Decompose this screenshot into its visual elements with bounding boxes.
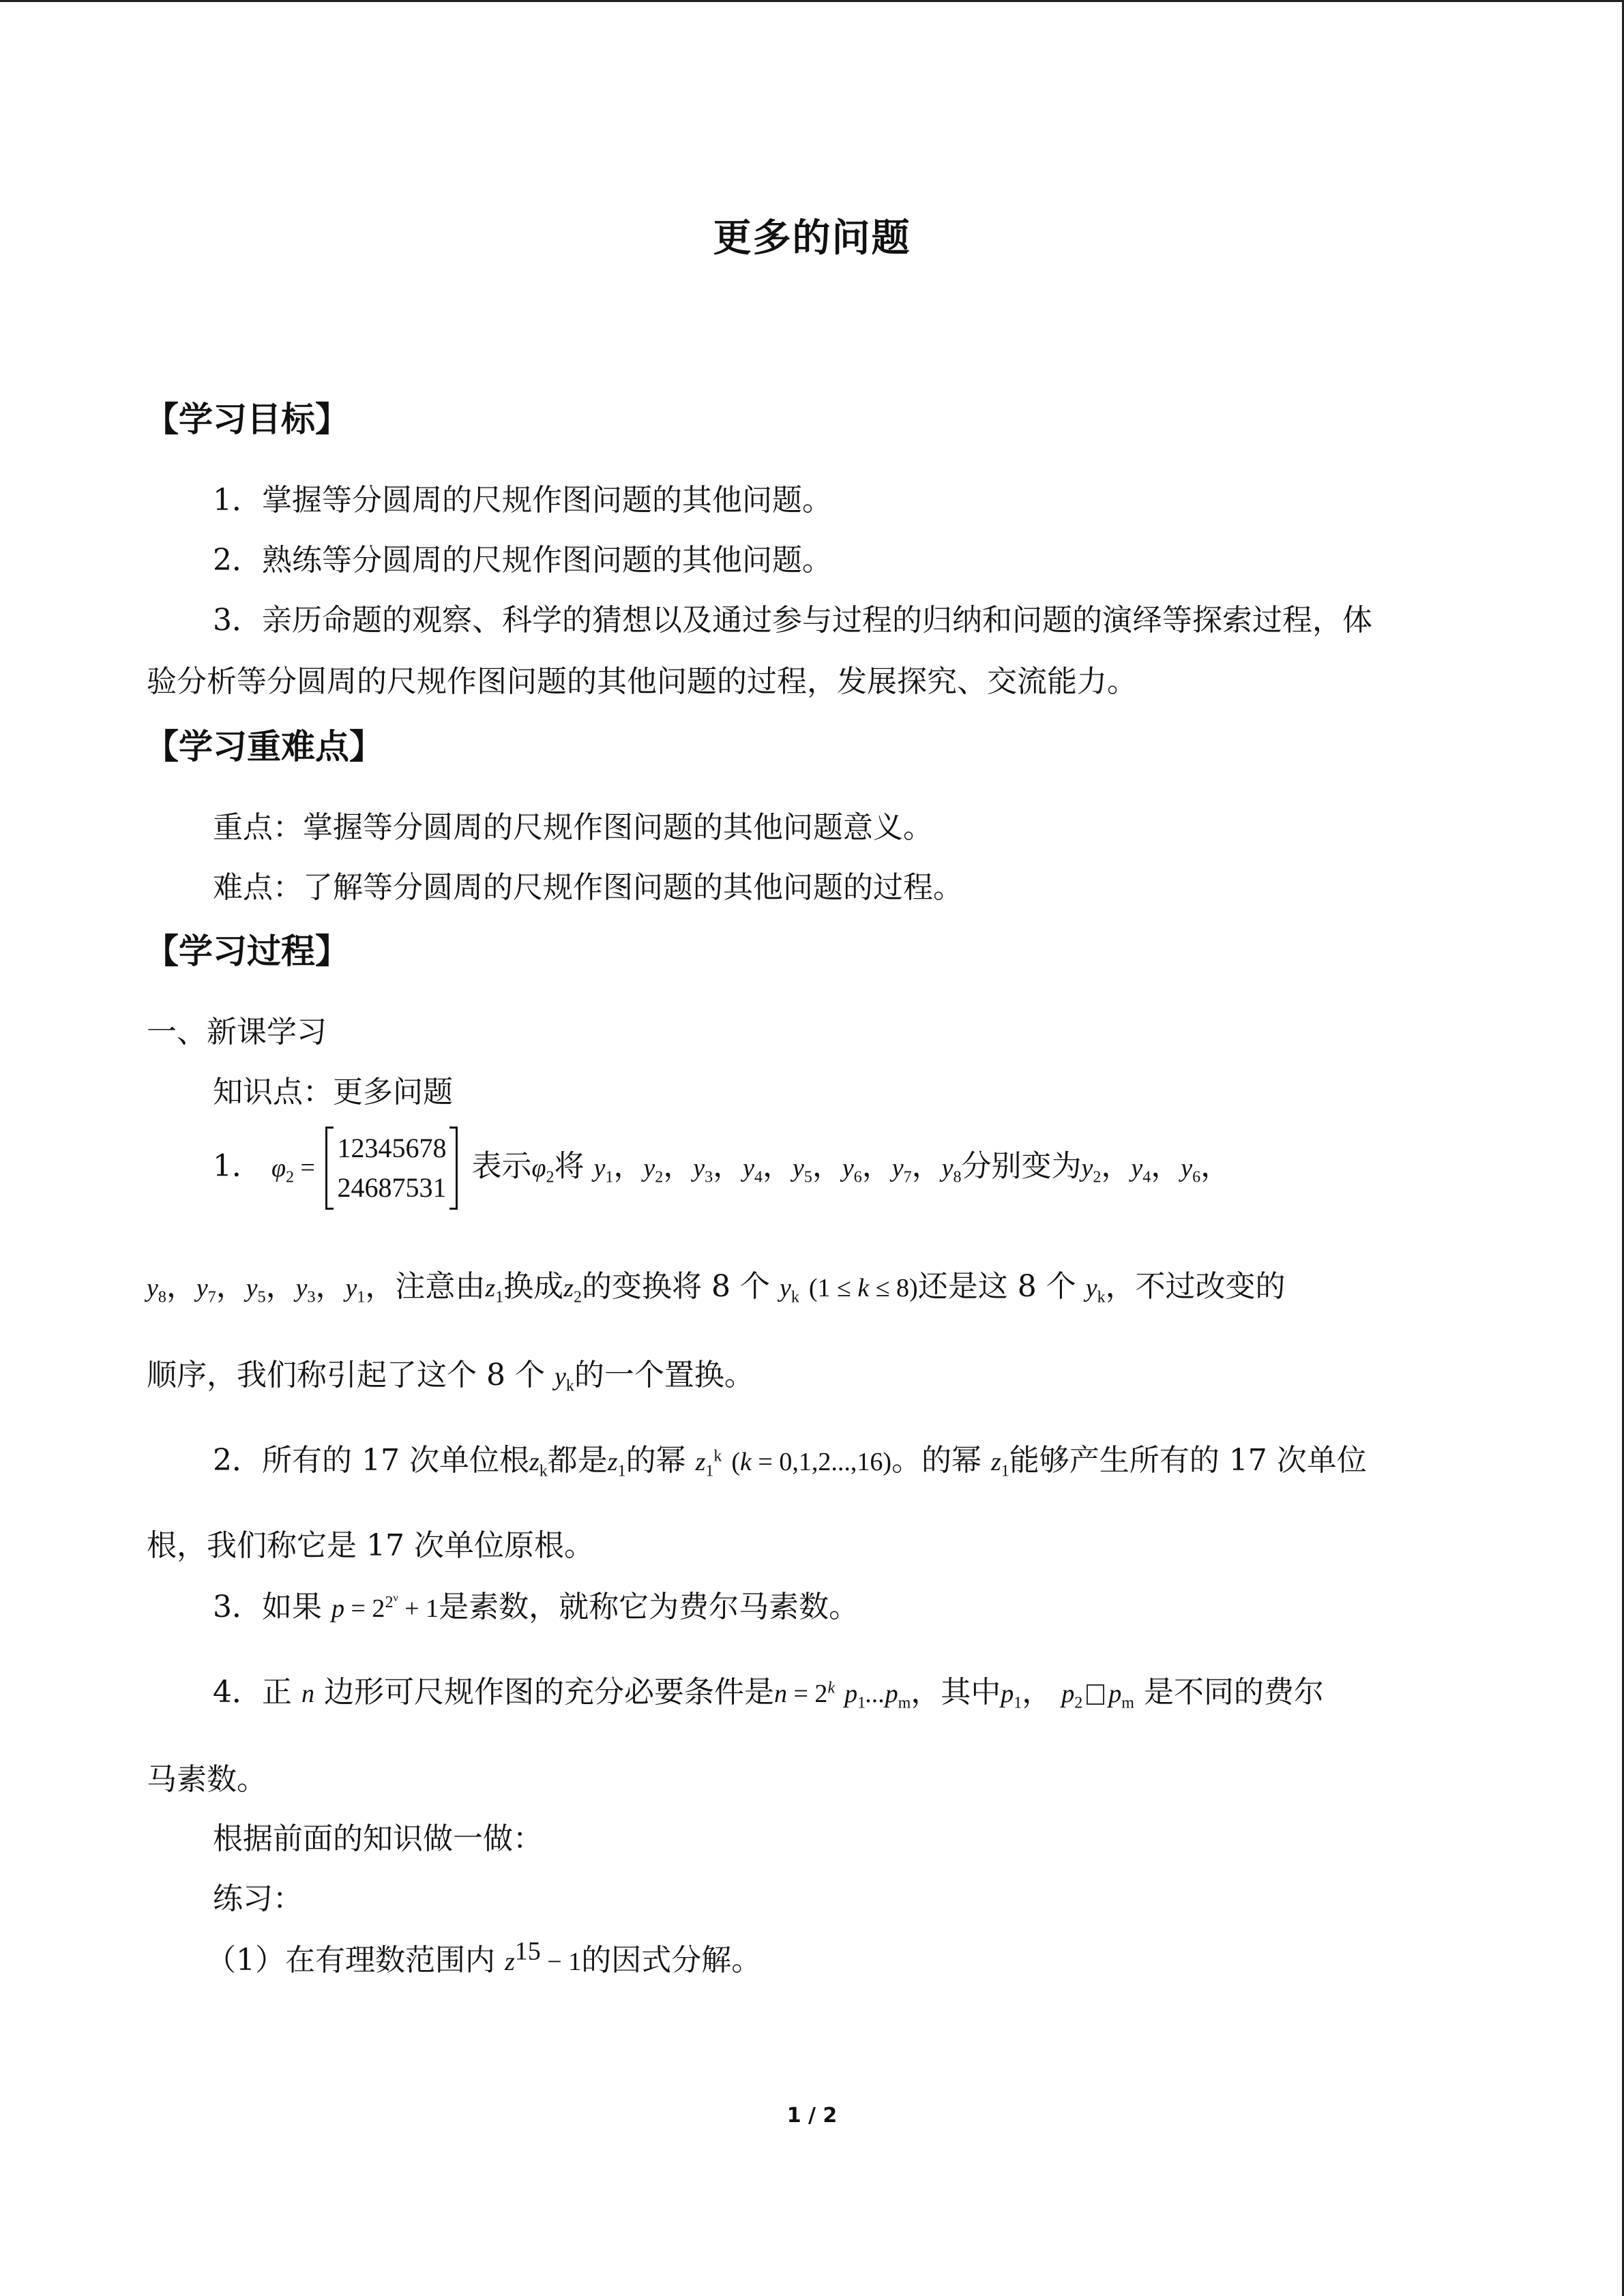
item-3: 3．如果 $p = 2^{2^\nu} + 1$是素数，就称它为费尔马素数。 bbox=[213, 1590, 859, 1624]
text-demi: 的幂 bbox=[625, 1443, 686, 1478]
matrix-bottom-row: 24687531 bbox=[337, 1172, 447, 1203]
placeholder-box bbox=[1087, 1684, 1104, 1705]
page-border-top bbox=[0, 0, 1624, 2]
text-biaoshi: 表示 bbox=[471, 1148, 532, 1184]
text-ruguo: 3．如果 bbox=[213, 1590, 322, 1624]
text-huancheng: 换成 bbox=[503, 1269, 564, 1304]
text-exercise-1: （1）在有理数范围内 bbox=[206, 1943, 495, 1978]
practice-label: 练习： bbox=[213, 1881, 303, 1916]
item-1-number: 1． bbox=[213, 1148, 262, 1184]
text-shunxu: 顺序，我们称引起了这个 8 个 bbox=[147, 1358, 545, 1392]
text-zhuyi: ，注意由 bbox=[365, 1269, 486, 1304]
goal-3-cont: 验分析等分圆周的尺规作图问题的其他问题的过程，发展探究、交流能力。 bbox=[147, 664, 1137, 699]
text-doushi: 都是 bbox=[547, 1443, 608, 1478]
text-gaibian: ，不过改变的 bbox=[1105, 1269, 1286, 1304]
text-bianhuan: 的变换将 8 个 bbox=[581, 1269, 770, 1304]
matrix-top-row: 12345678 bbox=[337, 1133, 447, 1163]
practice-intro: 根据前面的知识做一做： bbox=[213, 1821, 543, 1856]
text-butong: 是不同的费尔 bbox=[1143, 1675, 1324, 1710]
text-haishi: 还是这 8 个 bbox=[917, 1269, 1076, 1304]
heading-keypoints: 【学习重难点】 bbox=[145, 727, 383, 766]
heading-process: 【学习过程】 bbox=[145, 931, 349, 971]
page-number: 1 / 2 bbox=[786, 2104, 838, 2128]
permutation-matrix bbox=[325, 1129, 458, 1208]
text-qizhong: ，其中 bbox=[911, 1675, 1001, 1710]
text-fenbie-bianwei: 分别变为 bbox=[961, 1148, 1082, 1184]
knowledge-point: 知识点：更多问题 bbox=[213, 1075, 453, 1109]
item-1-line-2: $y_8$，$y_7$，$y_5$，$y_3$，$y_1$，注意由$z_1$换成$z_2$的变换将 8 个 $y_k$ (1 ≤ k ≤ 8)还是这 8 个 $y_k$，不过改变的 bbox=[147, 1269, 1286, 1307]
math-phi2: $\varphi_2$ bbox=[271, 1153, 295, 1187]
heading-goals: 【学习目标】 bbox=[145, 400, 349, 439]
item-2-line-2: 根，我们称它是 17 次单位原根。 bbox=[147, 1528, 594, 1563]
keypoint-2: 难点：了解等分圆周的尺规作图问题的其他问题的过程。 bbox=[213, 870, 963, 905]
keypoint-1: 重点：掌握等分圆周的尺规作图问题的其他问题意义。 bbox=[213, 810, 933, 845]
text-zhihuan: 的一个置换。 bbox=[574, 1358, 754, 1392]
item-4-line-1: 4．正 n 边形可尺规作图的充分必要条件是$n = 2^k$ $p_1...p_m$，其中$p_1$， $p_2$ $p_m$ 是不同的费尔 bbox=[213, 1675, 1324, 1712]
item-1-line-3: 顺序，我们称引起了这个 8 个 $y_k$的一个置换。 bbox=[147, 1358, 754, 1395]
text-factorize: 的因式分解。 bbox=[581, 1943, 762, 1978]
text-demi-2: 。的幂 bbox=[891, 1443, 981, 1478]
goal-2: 2．熟练等分圆周的尺规作图问题的其他问题。 bbox=[213, 543, 832, 578]
section-new-lesson: 一、新课学习 bbox=[147, 1015, 327, 1049]
item-1-line-1: 1． $\varphi_2 = 12345678$ 24687531 表示$\varphi_2$将 $y_1$，$y_2$，$y_3$，$y_4$，$y_5$，$y_6$，$y_7$，$y_8$分别变为$y_2$，$y_4$，$y_6$， bbox=[213, 1129, 1230, 1208]
exercise-1: （1）在有理数范围内 $z^{15} - 1$的因式分解。 bbox=[206, 1937, 762, 1978]
goal-1: 1．掌握等分圆周的尺规作图问题的其他问题。 bbox=[213, 483, 832, 518]
text-condition: 边形可尺规作图的充分必要条件是 bbox=[324, 1675, 774, 1710]
text-17-roots: 2．所有的 17 次单位根 bbox=[213, 1443, 529, 1478]
text-chansheng: 能够产生所有的 17 次单位 bbox=[1009, 1443, 1367, 1478]
page-title: 更多的问题 bbox=[713, 216, 911, 260]
text-fermat-prime: 是素数，就称它为费尔马素数。 bbox=[439, 1590, 859, 1624]
item-2-line-1: 2．所有的 17 次单位根$z_k$都是$z_1$的幂 $z_1^k$ (k = 0,1,2...,16)。的幂 $z_1$能够产生所有的 17 次单位 bbox=[213, 1443, 1367, 1480]
text-zheng: 4．正 bbox=[213, 1675, 292, 1710]
text-jiang: 将 bbox=[554, 1148, 585, 1184]
goal-3: 3．亲历命题的观察、科学的猜想以及通过参与过程的归纳和问题的演绎等探索过程，体 bbox=[213, 603, 1372, 638]
item-4-line-2: 马素数。 bbox=[147, 1762, 267, 1797]
